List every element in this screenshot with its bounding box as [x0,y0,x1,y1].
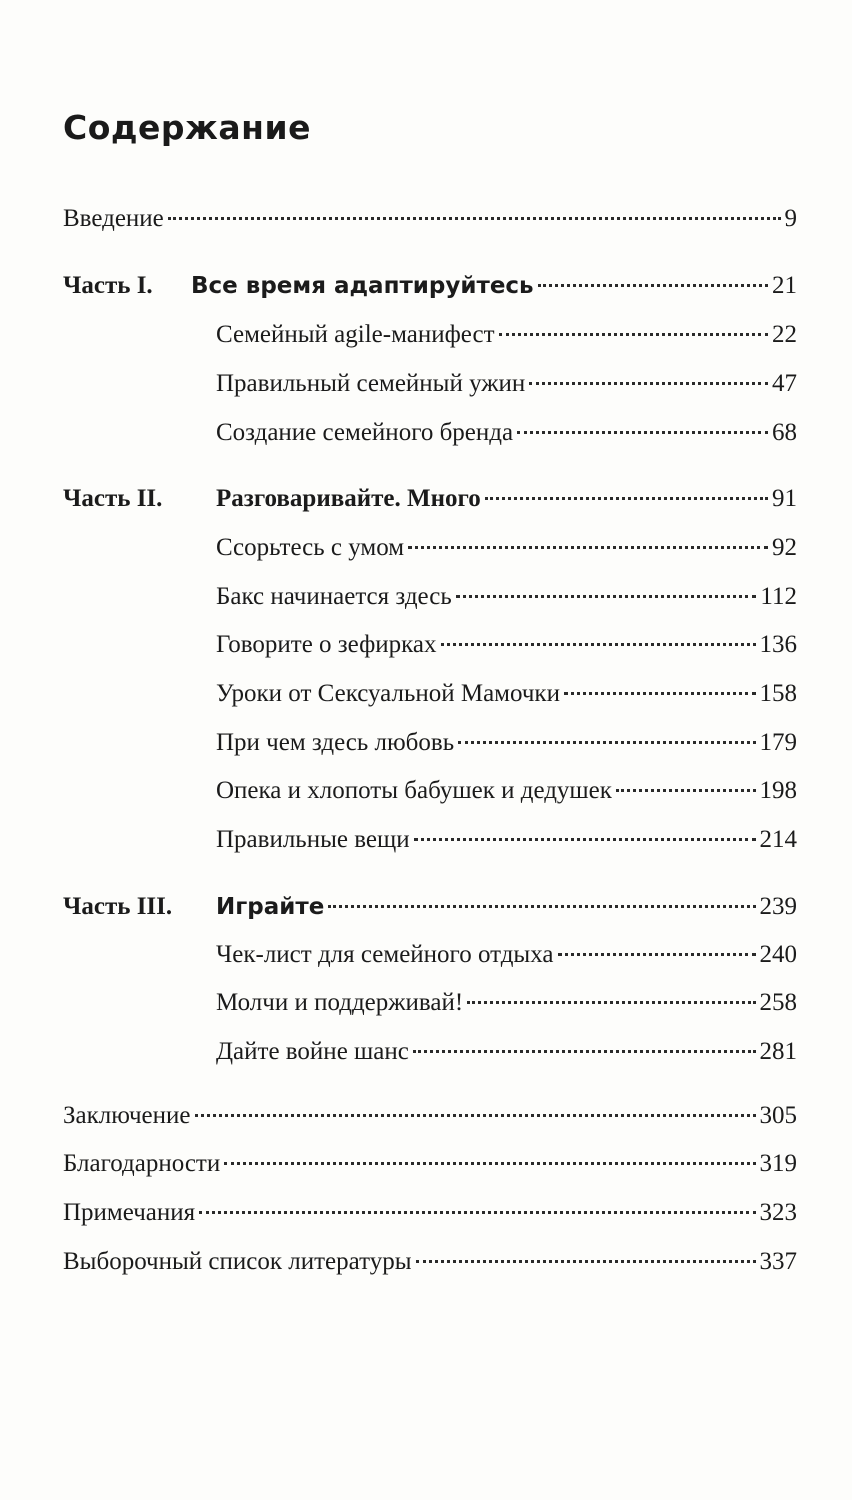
toc-chapter[interactable] [216,364,797,404]
toc-entry-notes[interactable] [63,1193,797,1233]
dot-leader [538,284,768,287]
entry-page-number: 21 [772,272,797,299]
dot-leader [485,497,768,500]
toc-entry-conclusion[interactable] [63,1096,797,1136]
toc-chapter[interactable] [216,723,797,763]
dot-leader [456,595,757,598]
chapter-label: При чем здесь любовь [216,729,455,756]
entry-label: Благодарности [63,1150,221,1177]
dot-leader [168,217,781,220]
chapter-label: Ссорьтесь с умом [216,534,405,561]
chapter-page-number: 214 [759,826,797,853]
entry-page-number: 239 [759,893,797,920]
entry-label: Заключение [63,1102,191,1129]
part-title: Все время адаптируйтесь [191,273,534,299]
dot-leader [467,1001,755,1004]
chapter-label: Молчи и поддерживай! [216,989,464,1016]
dot-leader [195,1114,756,1117]
chapter-page-number: 258 [759,989,797,1016]
dot-leader [416,1260,756,1263]
chapter-page-number: 179 [759,729,797,756]
toc-part-3[interactable] [63,887,797,927]
entry-label: Введение [63,205,164,232]
dot-leader [328,905,755,908]
chapter-page-number: 198 [759,777,797,804]
entry-label: Примечания [63,1199,196,1226]
part-title: Разговаривайте. Много [216,485,481,512]
chapter-label: Семейный agile-манифест [216,321,495,348]
dot-leader [458,741,755,744]
toc-chapter[interactable] [216,625,797,665]
toc-title: Содержание [63,108,311,147]
toc-chapter[interactable] [216,577,797,617]
chapter-label: Бакс начинается здесь [216,583,452,610]
toc-chapter[interactable] [216,315,797,355]
toc-entry-acknowledgements[interactable] [63,1144,797,1184]
toc-entry-intro[interactable] [63,199,797,239]
dot-leader [413,1050,756,1053]
part-title: Играйте [216,894,325,920]
part-label: Часть II. [63,485,163,512]
part-label: Часть III. [63,893,173,920]
chapter-page-number: 22 [772,321,797,348]
toc-part-1[interactable] [63,266,797,306]
dot-leader [616,789,756,792]
toc-chapter[interactable] [216,413,797,453]
entry-page-number: 305 [759,1102,797,1129]
chapter-page-number: 92 [772,534,797,561]
chapter-label: Уроки от Сексуальной Мамочки [216,680,560,707]
chapter-label: Правильные вещи [216,826,410,853]
chapter-page-number: 47 [772,370,797,397]
toc-chapter[interactable] [216,1032,797,1072]
toc-chapter[interactable] [216,983,797,1023]
toc-chapter[interactable] [216,674,797,714]
dot-leader [564,692,756,695]
toc-entry-bibliography[interactable] [63,1242,797,1282]
dot-leader [441,643,756,646]
toc-chapter[interactable] [216,771,797,811]
chapter-label: Создание семейного бренда [216,419,514,446]
dot-leader [199,1211,755,1214]
chapter-label: Дайте войне шанс [216,1038,409,1065]
entry-page-number: 323 [759,1199,797,1226]
dot-leader [224,1162,755,1165]
toc-part-2[interactable] [63,479,797,519]
entry-page-number: 9 [784,205,797,232]
dot-leader [408,546,768,549]
chapter-page-number: 68 [772,419,797,446]
entry-page-number: 91 [772,485,797,512]
chapter-label: Говорите о зефирках [216,631,437,658]
chapter-label: Опека и хлопоты бабушек и дедушек [216,777,612,804]
toc-chapter[interactable] [216,935,797,975]
dot-leader [558,953,756,956]
entry-page-number: 337 [759,1248,797,1275]
dot-leader [529,382,768,385]
dot-leader [414,838,756,841]
entry-label: Выборочный список литературы [63,1248,412,1275]
chapter-label: Правильный семейный ужин [216,370,526,397]
chapter-page-number: 112 [760,583,797,610]
entry-page-number: 319 [759,1150,797,1177]
toc-chapter[interactable] [216,820,797,860]
part-label: Часть I. [63,272,153,299]
chapter-page-number: 281 [759,1038,797,1065]
dot-leader [517,431,768,434]
dot-leader [499,333,768,336]
chapter-page-number: 136 [759,631,797,658]
chapter-label: Чек-лист для семейного отдыха [216,941,554,968]
chapter-page-number: 158 [759,680,797,707]
toc-chapter[interactable] [216,528,797,568]
chapter-page-number: 240 [759,941,797,968]
